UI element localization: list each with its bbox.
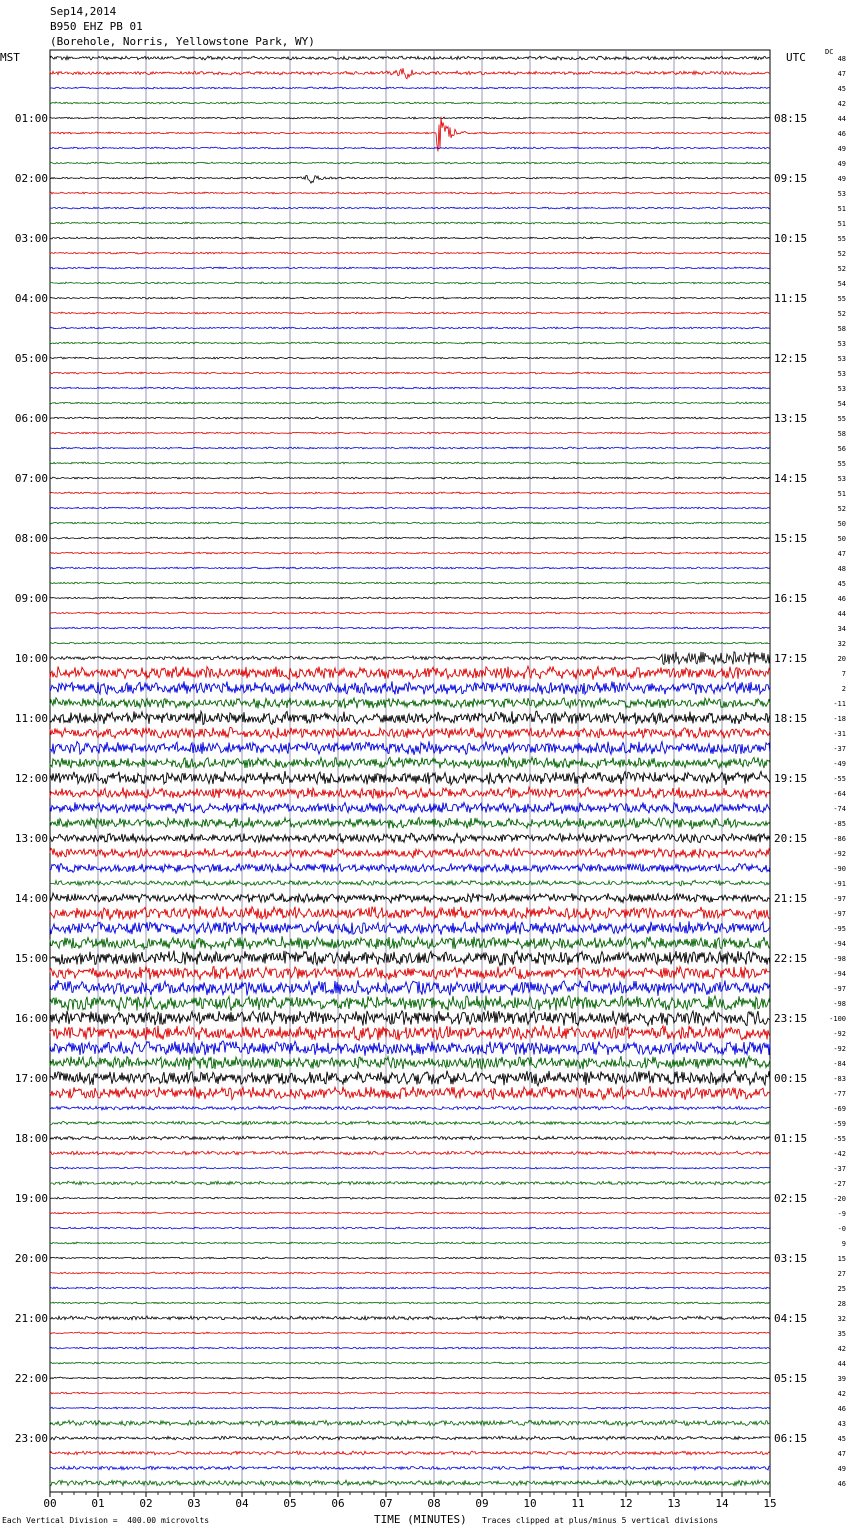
dc-offset-label: -64	[833, 790, 846, 798]
utc-hour-label: 15:15	[774, 532, 808, 545]
dc-offset-label: 52	[837, 505, 846, 513]
trace-line	[50, 698, 770, 709]
utc-hour-label: 14:15	[774, 472, 808, 485]
trace-line	[50, 1272, 770, 1274]
dc-offset-label: 47	[837, 550, 846, 558]
trace-line	[50, 1011, 770, 1026]
vertical-division-note: Each Vertical Division = 400.00 microvolts	[2, 1516, 210, 1525]
trace-line	[50, 1167, 770, 1169]
utc-hour-label: 20:15	[774, 832, 808, 845]
utc-hour-label: 06:15	[774, 1432, 808, 1445]
trace-line	[50, 817, 770, 829]
trace-line	[50, 297, 770, 299]
dc-offset-label: 42	[837, 100, 846, 108]
dc-offset-label: 54	[837, 280, 846, 288]
dc-offset-label: 47	[837, 70, 846, 78]
trace-line	[50, 1377, 770, 1379]
dc-offset-label: 55	[837, 460, 846, 468]
dc-offset-label: 50	[837, 535, 846, 543]
x-tick-label: 10	[523, 1497, 537, 1510]
trace-line	[50, 222, 770, 224]
trace-line	[50, 1436, 770, 1440]
dc-offset-label: -27	[833, 1180, 846, 1188]
dc-offset-label: -84	[833, 1060, 846, 1068]
mst-hour-label: 22:00	[14, 1372, 48, 1385]
trace-line	[50, 741, 770, 755]
dc-offset-label: -9	[837, 1210, 846, 1218]
trace-line	[50, 1466, 770, 1470]
trace-line	[50, 447, 770, 449]
dc-offset-label: 20	[837, 655, 846, 663]
trace-line	[50, 1332, 770, 1334]
dc-offset-label: -59	[833, 1120, 846, 1128]
trace-line	[50, 1025, 770, 1040]
station-date: Sep14,2014	[50, 5, 117, 18]
dc-offset-label: -91	[833, 880, 846, 888]
trace-line	[50, 477, 770, 479]
mst-hour-label: 17:00	[14, 1072, 48, 1085]
trace-line	[50, 357, 770, 359]
trace-line	[50, 1257, 770, 1259]
trace-line	[50, 757, 770, 768]
dc-offset-label: 58	[837, 325, 846, 333]
trace-line	[50, 1347, 770, 1349]
dc-offset-label: 2	[841, 685, 846, 693]
mst-hour-label: 15:00	[14, 952, 48, 965]
trace-line	[50, 117, 770, 152]
trace-line	[50, 681, 770, 694]
dc-offset-label: 45	[837, 1435, 846, 1443]
trace-line	[50, 1302, 770, 1304]
dc-offset-label: 35	[837, 1330, 846, 1338]
dc-offset-label: -55	[833, 775, 846, 783]
mst-label: MST	[0, 51, 20, 64]
dc-offset-label: -94	[833, 940, 846, 948]
dc-offset-label: 55	[837, 415, 846, 423]
trace-line	[50, 522, 770, 524]
dc-offset-label: -97	[833, 910, 846, 918]
mst-hour-label: 08:00	[14, 532, 48, 545]
dc-offset-label: 44	[837, 610, 846, 618]
dc-offset-label: -18	[833, 715, 846, 723]
clipping-note: Traces clipped at plus/minus 5 vertical divisions	[482, 1516, 719, 1525]
trace-line	[50, 1362, 770, 1364]
trace-line	[50, 906, 770, 920]
dc-offset-label: 53	[837, 340, 846, 348]
x-tick-label: 14	[715, 1497, 729, 1510]
dc-offset-label: 51	[837, 205, 846, 213]
dc-offset-label: -98	[833, 955, 846, 963]
mst-hour-label: 14:00	[14, 892, 48, 905]
mst-hour-label: 20:00	[14, 1252, 48, 1265]
trace-line	[50, 282, 770, 284]
dc-offset-label: 46	[837, 130, 846, 138]
dc-offset-label: -97	[833, 985, 846, 993]
trace-line	[50, 492, 770, 494]
mst-hour-label: 12:00	[14, 772, 48, 785]
utc-hour-label: 16:15	[774, 592, 808, 605]
trace-line	[50, 612, 770, 614]
dc-offset-label: -97	[833, 895, 846, 903]
trace-line	[50, 1087, 770, 1100]
x-tick-label: 02	[139, 1497, 153, 1510]
dc-offset-label: -94	[833, 970, 846, 978]
dc-offset-label: -100	[829, 1015, 846, 1023]
mst-hour-label: 11:00	[14, 712, 48, 725]
dc-offset-label: 15	[837, 1255, 846, 1263]
utc-hour-label: 01:15	[774, 1132, 808, 1145]
mst-hour-label: 13:00	[14, 832, 48, 845]
trace-line	[50, 666, 770, 680]
x-tick-label: 00	[43, 1497, 57, 1510]
dc-offset-label: 54	[837, 400, 846, 408]
x-axis-label: TIME (MINUTES)	[374, 1513, 467, 1526]
trace-line	[50, 417, 770, 419]
trace-line	[50, 1106, 770, 1110]
trace-line	[50, 880, 770, 886]
dc-offset-label: 48	[837, 55, 846, 63]
x-tick-label: 07	[379, 1497, 393, 1510]
trace-line	[50, 1056, 770, 1070]
x-tick-label: 13	[667, 1497, 681, 1510]
x-tick-label: 15	[763, 1497, 777, 1510]
trace-line	[50, 642, 770, 644]
trace-line	[50, 893, 770, 903]
trace-line	[50, 582, 770, 584]
dc-offset-label: 53	[837, 385, 846, 393]
trace-line	[50, 327, 770, 329]
x-tick-label: 03	[187, 1497, 201, 1510]
utc-hour-label: 03:15	[774, 1252, 808, 1265]
dc-offset-label: 56	[837, 445, 846, 453]
mst-hour-label: 23:00	[14, 1432, 48, 1445]
mst-hour-label: 05:00	[14, 352, 48, 365]
trace-line	[50, 537, 770, 539]
mst-hour-label: 19:00	[14, 1192, 48, 1205]
dc-offset-label: -42	[833, 1150, 846, 1158]
mst-hour-label: 06:00	[14, 412, 48, 425]
trace-line	[50, 1451, 770, 1455]
trace-line	[50, 652, 770, 665]
mst-hour-label: 21:00	[14, 1312, 48, 1325]
utc-hour-label: 11:15	[774, 292, 808, 305]
trace-line	[50, 387, 770, 389]
dc-offset-label: 53	[837, 355, 846, 363]
mst-hour-label: 02:00	[14, 172, 48, 185]
utc-hour-label: 13:15	[774, 412, 808, 425]
dc-offset-label: 34	[837, 625, 846, 633]
plot-frame	[50, 50, 770, 1492]
dc-offset-label: 50	[837, 520, 846, 528]
trace-line	[50, 996, 770, 1011]
trace-line	[50, 1136, 770, 1140]
trace-line	[50, 207, 770, 209]
trace-line	[50, 1242, 770, 1244]
dc-offset-label: -83	[833, 1075, 846, 1083]
trace-line	[50, 802, 770, 813]
trace-line	[50, 402, 770, 404]
trace-line	[50, 56, 770, 60]
trace-line	[50, 1151, 770, 1155]
dc-offset-label: 45	[837, 580, 846, 588]
utc-hour-label: 21:15	[774, 892, 808, 905]
trace-line	[50, 936, 770, 949]
mst-hour-label: 09:00	[14, 592, 48, 605]
dc-offset-label: 52	[837, 310, 846, 318]
dc-label: DC	[825, 48, 834, 56]
trace-line	[50, 833, 770, 842]
trace-line	[50, 176, 770, 184]
trace-line	[50, 921, 770, 934]
trace-line	[50, 1407, 770, 1409]
dc-offset-label: 42	[837, 1390, 846, 1398]
trace-line	[50, 967, 770, 980]
utc-hour-label: 23:15	[774, 1012, 808, 1025]
dc-offset-label: 44	[837, 115, 846, 123]
dc-offset-label: -86	[833, 835, 846, 843]
mst-hour-label: 07:00	[14, 472, 48, 485]
dc-offset-label: 46	[837, 1480, 846, 1488]
trace-line	[50, 252, 770, 254]
dc-offset-label: -95	[833, 925, 846, 933]
trace-line	[50, 147, 770, 149]
utc-hour-label: 04:15	[774, 1312, 808, 1325]
trace-line	[50, 342, 770, 344]
dc-offset-label: 27	[837, 1270, 846, 1278]
dc-offset-label: 51	[837, 490, 846, 498]
mst-hour-label: 03:00	[14, 232, 48, 245]
trace-line	[50, 863, 770, 872]
dc-offset-label: -90	[833, 865, 846, 873]
mst-hour-label: 10:00	[14, 652, 48, 665]
trace-line	[50, 68, 770, 79]
dc-offset-label: -49	[833, 760, 846, 768]
utc-hour-label: 08:15	[774, 112, 808, 125]
dc-offset-label: 7	[841, 670, 846, 678]
dc-offset-label: 44	[837, 1360, 846, 1368]
mst-hour-label: 16:00	[14, 1012, 48, 1025]
trace-line	[50, 192, 770, 194]
x-tick-label: 09	[475, 1497, 489, 1510]
trace-line	[50, 567, 770, 569]
dc-offset-label: 55	[837, 295, 846, 303]
trace-line	[50, 102, 770, 104]
dc-offset-label: -37	[833, 1165, 846, 1173]
x-tick-label: 05	[283, 1497, 297, 1510]
trace-line	[50, 267, 770, 269]
utc-hour-label: 22:15	[774, 952, 808, 965]
dc-offset-label: 53	[837, 190, 846, 198]
dc-offset-label: -85	[833, 820, 846, 828]
trace-line	[50, 711, 770, 724]
dc-offset-label: 32	[837, 1315, 846, 1323]
x-tick-label: 12	[619, 1497, 633, 1510]
trace-line	[50, 1041, 770, 1056]
trace-line	[50, 1227, 770, 1229]
utc-label: UTC	[786, 51, 806, 64]
dc-offset-label: 9	[841, 1240, 846, 1248]
trace-line	[50, 627, 770, 629]
dc-offset-label: 39	[837, 1375, 846, 1383]
station-code: B950 EHZ PB 01	[50, 20, 143, 33]
dc-offset-label: 43	[837, 1420, 846, 1428]
trace-line	[50, 1392, 770, 1394]
utc-hour-label: 18:15	[774, 712, 808, 725]
trace-line	[50, 1121, 770, 1125]
trace-line	[50, 462, 770, 464]
dc-offset-label: -92	[833, 1045, 846, 1053]
dc-offset-label: 58	[837, 430, 846, 438]
dc-offset-label: 51	[837, 220, 846, 228]
x-tick-label: 11	[571, 1497, 585, 1510]
trace-line	[50, 237, 770, 239]
utc-hour-label: 19:15	[774, 772, 808, 785]
trace-line	[50, 1287, 770, 1289]
dc-offset-label: 53	[837, 475, 846, 483]
dc-offset-label: -37	[833, 745, 846, 753]
dc-offset-label: 52	[837, 265, 846, 273]
trace-line	[50, 552, 770, 554]
dc-offset-label: -92	[833, 850, 846, 858]
dc-offset-label: 28	[837, 1300, 846, 1308]
dc-offset-label: 47	[837, 1450, 846, 1458]
dc-offset-label: -69	[833, 1105, 846, 1113]
dc-offset-label: 48	[837, 565, 846, 573]
x-tick-label: 08	[427, 1497, 441, 1510]
trace-line	[50, 1181, 770, 1185]
trace-line	[50, 597, 770, 599]
trace-line	[50, 727, 770, 738]
trace-line	[50, 372, 770, 374]
mst-hour-label: 04:00	[14, 292, 48, 305]
dc-offset-label: -74	[833, 805, 846, 813]
dc-offset-label: -20	[833, 1195, 846, 1203]
trace-line	[50, 117, 770, 119]
dc-offset-label: 49	[837, 175, 846, 183]
utc-hour-label: 05:15	[774, 1372, 808, 1385]
x-tick-label: 01	[91, 1497, 105, 1510]
trace-line	[50, 312, 770, 314]
dc-offset-label: 49	[837, 145, 846, 153]
trace-line	[50, 1070, 770, 1086]
x-tick-label: 04	[235, 1497, 249, 1510]
dc-offset-label: 46	[837, 595, 846, 603]
x-tick-label: 06	[331, 1497, 345, 1510]
dc-offset-label: 52	[837, 250, 846, 258]
utc-hour-label: 09:15	[774, 172, 808, 185]
dc-offset-label: -55	[833, 1135, 846, 1143]
mst-hour-label: 18:00	[14, 1132, 48, 1145]
trace-line	[50, 848, 770, 858]
mst-hour-label: 01:00	[14, 112, 48, 125]
dc-offset-label: 42	[837, 1345, 846, 1353]
dc-offset-label: -92	[833, 1030, 846, 1038]
dc-offset-label: -31	[833, 730, 846, 738]
dc-offset-label: 49	[837, 160, 846, 168]
utc-hour-label: 10:15	[774, 232, 808, 245]
utc-hour-label: 17:15	[774, 652, 808, 665]
dc-offset-label: -77	[833, 1090, 846, 1098]
dc-offset-label: 32	[837, 640, 846, 648]
dc-offset-label: -11	[833, 700, 846, 708]
trace-line	[50, 1197, 770, 1199]
trace-line	[50, 432, 770, 434]
dc-offset-label: -0	[837, 1225, 846, 1233]
dc-offset-label: 46	[837, 1405, 846, 1413]
dc-offset-label: 45	[837, 85, 846, 93]
trace-line	[50, 162, 770, 164]
utc-hour-label: 12:15	[774, 352, 808, 365]
trace-line	[50, 507, 770, 509]
dc-offset-label: 49	[837, 1465, 846, 1473]
trace-line	[50, 951, 770, 966]
trace-line	[50, 1212, 770, 1214]
trace-line	[50, 1480, 770, 1486]
trace-line	[50, 1316, 770, 1320]
dc-offset-label: 53	[837, 370, 846, 378]
utc-hour-label: 02:15	[774, 1192, 808, 1205]
dc-offset-label: -98	[833, 1000, 846, 1008]
utc-hour-label: 00:15	[774, 1072, 808, 1085]
trace-line	[50, 87, 770, 89]
dc-offset-label: 55	[837, 235, 846, 243]
trace-line	[50, 771, 770, 785]
trace-line	[50, 980, 770, 996]
trace-line	[50, 787, 770, 798]
station-location: (Borehole, Norris, Yellowstone Park, WY)	[50, 35, 315, 48]
dc-offset-label: 25	[837, 1285, 846, 1293]
trace-line	[50, 1420, 770, 1426]
